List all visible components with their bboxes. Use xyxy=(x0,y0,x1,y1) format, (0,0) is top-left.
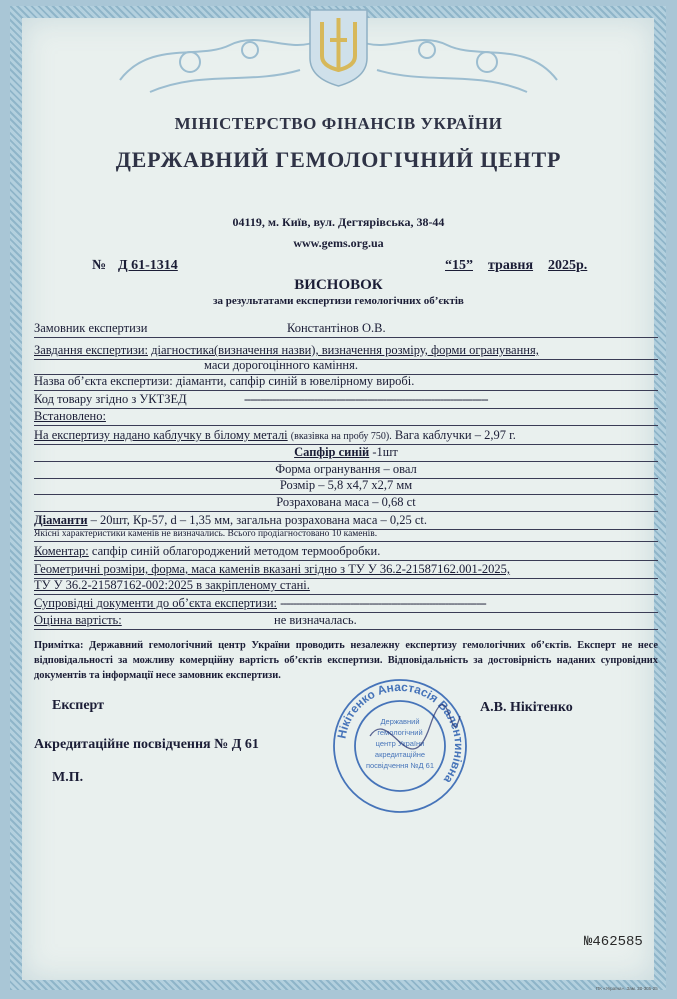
serial-number: №462585 xyxy=(584,934,643,950)
object-row xyxy=(34,373,658,391)
comment-label: Коментар: xyxy=(34,544,89,558)
geometry-line-2: ТУ У 36.2-21587162-002:2025 в закріпленому стані. xyxy=(34,578,310,592)
coat-of-arms-ornament xyxy=(0,0,677,110)
trident-icon xyxy=(310,10,367,86)
geometry-line-1: Геометричні розміри, форма, маса каменів вказані згідно з ТУ У 36.2-21587162.001-2025, xyxy=(34,562,511,576)
printer-info: ПК «Україна». Зам. 20-305-25 xyxy=(596,986,658,991)
customer-value: Константінов О.В. xyxy=(287,321,386,335)
submitted-text: На експертизу надано каблучку в білому металі xyxy=(34,428,288,442)
accreditation: Акредитаційне посвідчення № Д 61 xyxy=(34,737,259,752)
address: 04119, м. Київ, вул. Дегтярівська, 38-44 xyxy=(232,215,445,229)
sapphire-title: Сапфір синій xyxy=(294,445,370,459)
doc-date-year: 2025р. xyxy=(548,258,588,273)
object-label: Назва об’єкта експертизи: xyxy=(34,374,173,388)
sapphire-count: -1шт xyxy=(372,445,398,459)
customer-label: Замовник експертизи xyxy=(34,321,148,335)
stamp-inner-5: посвідчення №Д 61 xyxy=(365,761,435,770)
mass-row xyxy=(34,494,658,512)
value-value: не визначалась. xyxy=(274,613,357,627)
quality-note: Якісні характеристики каменів не визначались. Всього продіагностовано 10 каменів. xyxy=(34,529,378,539)
stamp-inner-2: гемологічний xyxy=(377,728,423,737)
size-row xyxy=(34,477,658,495)
established-row xyxy=(34,408,658,426)
code-value: ----------------------------------------------------------------------------- xyxy=(244,392,488,406)
docs-label: Супровідні документи до об’єкта експертизи: xyxy=(34,596,278,610)
diamonds-value: – 20шт, Кр-57, d – 1,35 мм, загальна розрахована маса – 0,25 ct. xyxy=(90,513,428,527)
expert-name: А.В. Нікітенко xyxy=(480,700,573,715)
size-value: Розмір – 5,8 х4,7 х2,7 мм xyxy=(279,478,413,492)
submitted-purity: (вказівка на пробу 750). xyxy=(290,431,392,442)
disclaimer-note: Примітка: Державний гемологічний центр України проводить незалежну експертизу гемологічних об’єктів. Експерт не несе відповідальності за можливу комерційну вартість об’єктів експертизи. Відповідальність за достовірність наданих супровідних документів та інформації несе замовник експертизи. xyxy=(34,640,658,681)
task-value: діагностика(визначення назви), визначення розміру, форми огранування, xyxy=(151,343,539,357)
docs-value: ----------------------------------------------------------------- xyxy=(280,596,486,610)
seal-place: М.П. xyxy=(52,770,84,785)
code-label: Код товару згідно з УКТЗЕД xyxy=(34,392,187,406)
customer-row xyxy=(34,320,658,338)
expert-stamp xyxy=(330,676,470,816)
doc-number-prefix: № xyxy=(92,258,107,273)
comment-row xyxy=(34,543,658,561)
object-value: діаманти, сапфір синій в ювелірному виробі. xyxy=(175,374,415,388)
stamp-ring-text: Нікітенко Анастасія Валентинівна xyxy=(334,679,467,787)
shape-value: Форма огранування – овал xyxy=(275,462,417,476)
task-value-2: маси дорогоцінного каміння. xyxy=(204,358,358,372)
doc-subtitle: за результатами експертизи гемологічних об’єктів xyxy=(213,295,464,307)
expert-label: Експерт xyxy=(52,698,105,713)
center-name: ДЕРЖАВНИЙ ГЕМОЛОГІЧНИЙ ЦЕНТР xyxy=(115,147,562,172)
task-label: Завдання експертизи: xyxy=(34,343,148,357)
doc-title: ВИСНОВОК xyxy=(294,277,383,293)
established-label: Встановлено: xyxy=(34,409,106,423)
stamp-inner-1: Державний xyxy=(380,717,420,726)
stamp-inner-4: акредитаційне xyxy=(374,750,426,759)
docs-row xyxy=(34,595,658,613)
comment-value: сапфір синій облагороджений методом термообробки. xyxy=(91,544,381,558)
stamp-inner-3: центр України xyxy=(375,739,425,748)
doc-number: Д 61-1314 xyxy=(118,258,178,273)
sapphire-row xyxy=(34,444,658,462)
code-row xyxy=(34,391,658,409)
value-label: Оцінна вартість: xyxy=(34,613,122,627)
submitted-weight: Вага каблучки – 2,97 г. xyxy=(394,428,516,442)
geometry-row-2 xyxy=(34,577,658,595)
website: www.gems.org.ua xyxy=(293,236,384,250)
submitted-row xyxy=(34,427,658,445)
mass-value: Розрахована маса – 0,68 ct xyxy=(276,495,416,509)
ministry-name: МІНІСТЕРСТВО ФІНАНСІВ УКРАЇНИ xyxy=(174,114,503,133)
value-row xyxy=(34,612,658,630)
diamonds-label: Діаманти xyxy=(34,513,88,527)
doc-date-month: травня xyxy=(488,258,534,273)
quality-row xyxy=(34,528,658,542)
doc-date-day: “15” xyxy=(445,258,473,273)
